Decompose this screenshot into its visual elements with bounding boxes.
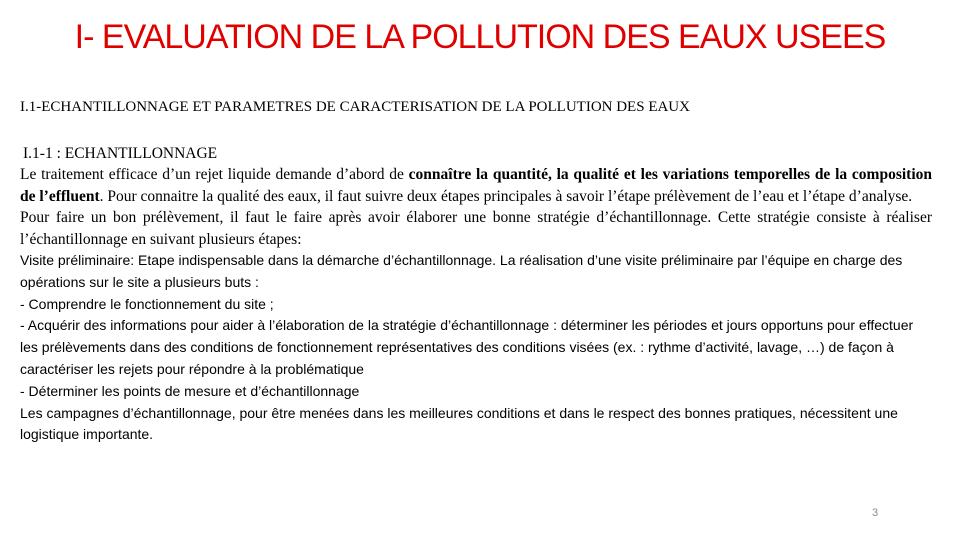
paragraph-quantity-quality	[20, 164, 932, 207]
paragraph-text: Le traitement efficace d’un rejet liquide demande d’abord de	[20, 166, 409, 184]
paragraph-emphasis: connaître la quantité, la qualité et les variations temporelles de la composition de l’effluent	[20, 166, 933, 205]
paragraph-text: . Pour connaitre la qualité des eaux, il faut suivre deux étapes principales à savoir l’étape prélèvement de l’eau et l’étape d’analyse.	[99, 187, 913, 205]
list-item: - Déterminer les points de mesure et d’échantillonnage	[20, 382, 360, 399]
section-heading: I.1-ECHANTILLONNAGE ET PARAMETRES DE CARACTERISATION DE LA POLLUTION DES EAUX	[20, 99, 690, 115]
list-item: - Acquérir des informations pour aider à l’élaboration de la stratégie d’échantillonnage : déterminer les périodes et jours opportuns pour effectuer les prélèvements dans des conditions de fonctionnement représentatives des conditions visées (ex. : rythme d’activité, lavage, …) de façon à caractériser les rejets pour répondre à la problématique	[20, 317, 914, 378]
paragraph-text: : Etape indispensable dans la démarche d’échantillonnage. La réalisation d’une visite préliminaire par l’équipe en charge des opérations sur le site a plusieurs buts :	[20, 252, 903, 290]
paragraph-preliminary-visit	[20, 250, 932, 294]
paragraph-closing: Les campagnes d’échantillonnage, pour être menées dans les meilleures conditions et dans le respect des bonnes pratiques, nécessitent une logistique importante.	[20, 404, 898, 443]
list-item: - Comprendre le fonctionnement du site ;	[20, 295, 274, 312]
page-number: 3	[872, 507, 879, 519]
paragraph-strategy: Pour faire un bon prélèvement, il faut le faire après avoir élaborer une bonne stratégie d’échantillonnage. Cette stratégie consiste à réaliser l’échantillonnage en suivant plusieurs étapes:	[20, 209, 932, 248]
subsection-heading: I.1-1 : ECHANTILLONNAGE	[23, 145, 218, 162]
slide-body	[20, 143, 932, 446]
slide-title: I- EVALUATION DE LA POLLUTION DES EAUX USEES	[74, 18, 886, 56]
preliminary-visit-label: Visite préliminaire	[20, 252, 131, 269]
